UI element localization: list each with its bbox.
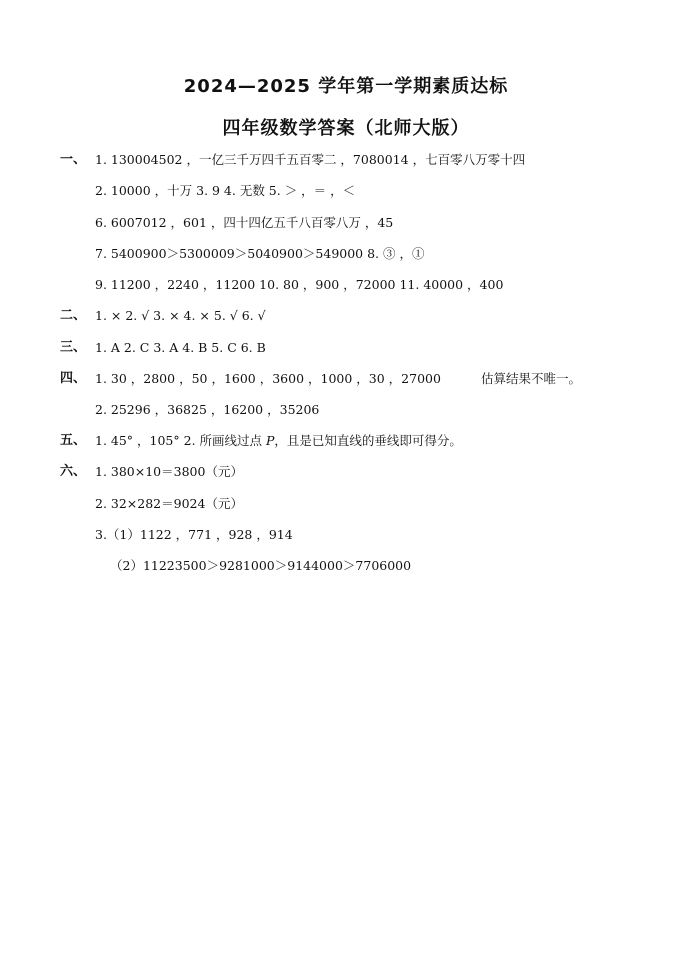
section-5-label: 五、 [60, 433, 87, 448]
document-title: 2024—2025 学年第一学期素质达标 [183, 76, 509, 97]
section-3-label: 三、 [60, 340, 87, 355]
section-4-note: 估算结果不唯一。 [481, 371, 582, 386]
section-1-line-5: 9. 11200 ，2240 ，11200 10. 80 ，900 ，72000 11. 40000 ，400 [95, 277, 504, 292]
section-5-line-1-start: 1. 45° ，105° 2. 所画线过点 [95, 433, 266, 448]
point-p-label: P [265, 433, 275, 448]
section-6-line-2: 2. 32×282＝9024（元） [95, 496, 243, 511]
document-subtitle: 四年级数学答案（北师大版） [222, 118, 470, 139]
section-2-label: 二、 [60, 308, 87, 323]
section-1-line-4: 7. 5400900＞5300009＞5040900＞549000 8. ③ ，① [95, 246, 425, 261]
section-1-line-1: 1. 130004502 ，一亿三千万四千五百零二 ，7080014 ，七百零八万零十四 [95, 152, 526, 167]
section-2-line-1: 1. × 2. √ 3. × 4. × 5. √ 6. √ [95, 308, 266, 323]
section-6-line-4: （2）11223500＞9281000＞9144000＞7706000 [110, 558, 412, 573]
section-6-label: 六、 [60, 464, 87, 479]
section-5-line-1-end: ，且是已知直线的垂线即可得分。 [274, 433, 462, 448]
section-6-line-1: 1. 380×10＝3800（元） [95, 464, 243, 479]
section-1-line-3: 6. 6007012 ，601 ，四十四亿五千八百零八万 ，45 [95, 215, 394, 230]
section-1-line-2: 2. 10000 ，十万 3. 9 4. 无数 5. ＞ ，＝ ，＜ [95, 183, 356, 198]
section-4-label: 四、 [60, 371, 87, 386]
section-4-line-1: 1. 30 ，2800 ，50 ，1600 ，3600 ，1000 ，30 ，27000 [95, 371, 441, 386]
section-1-label: 一、 [60, 152, 87, 167]
section-6-line-3: 3.（1）1122 ，771 ，928 ，914 [95, 527, 293, 542]
section-5-line-1 [95, 433, 462, 449]
section-4-line-2: 2. 25296 ，36825 ，16200 ，35206 [95, 402, 320, 417]
section-3-line-1: 1. A 2. C 3. A 4. B 5. C 6. B [95, 340, 266, 355]
